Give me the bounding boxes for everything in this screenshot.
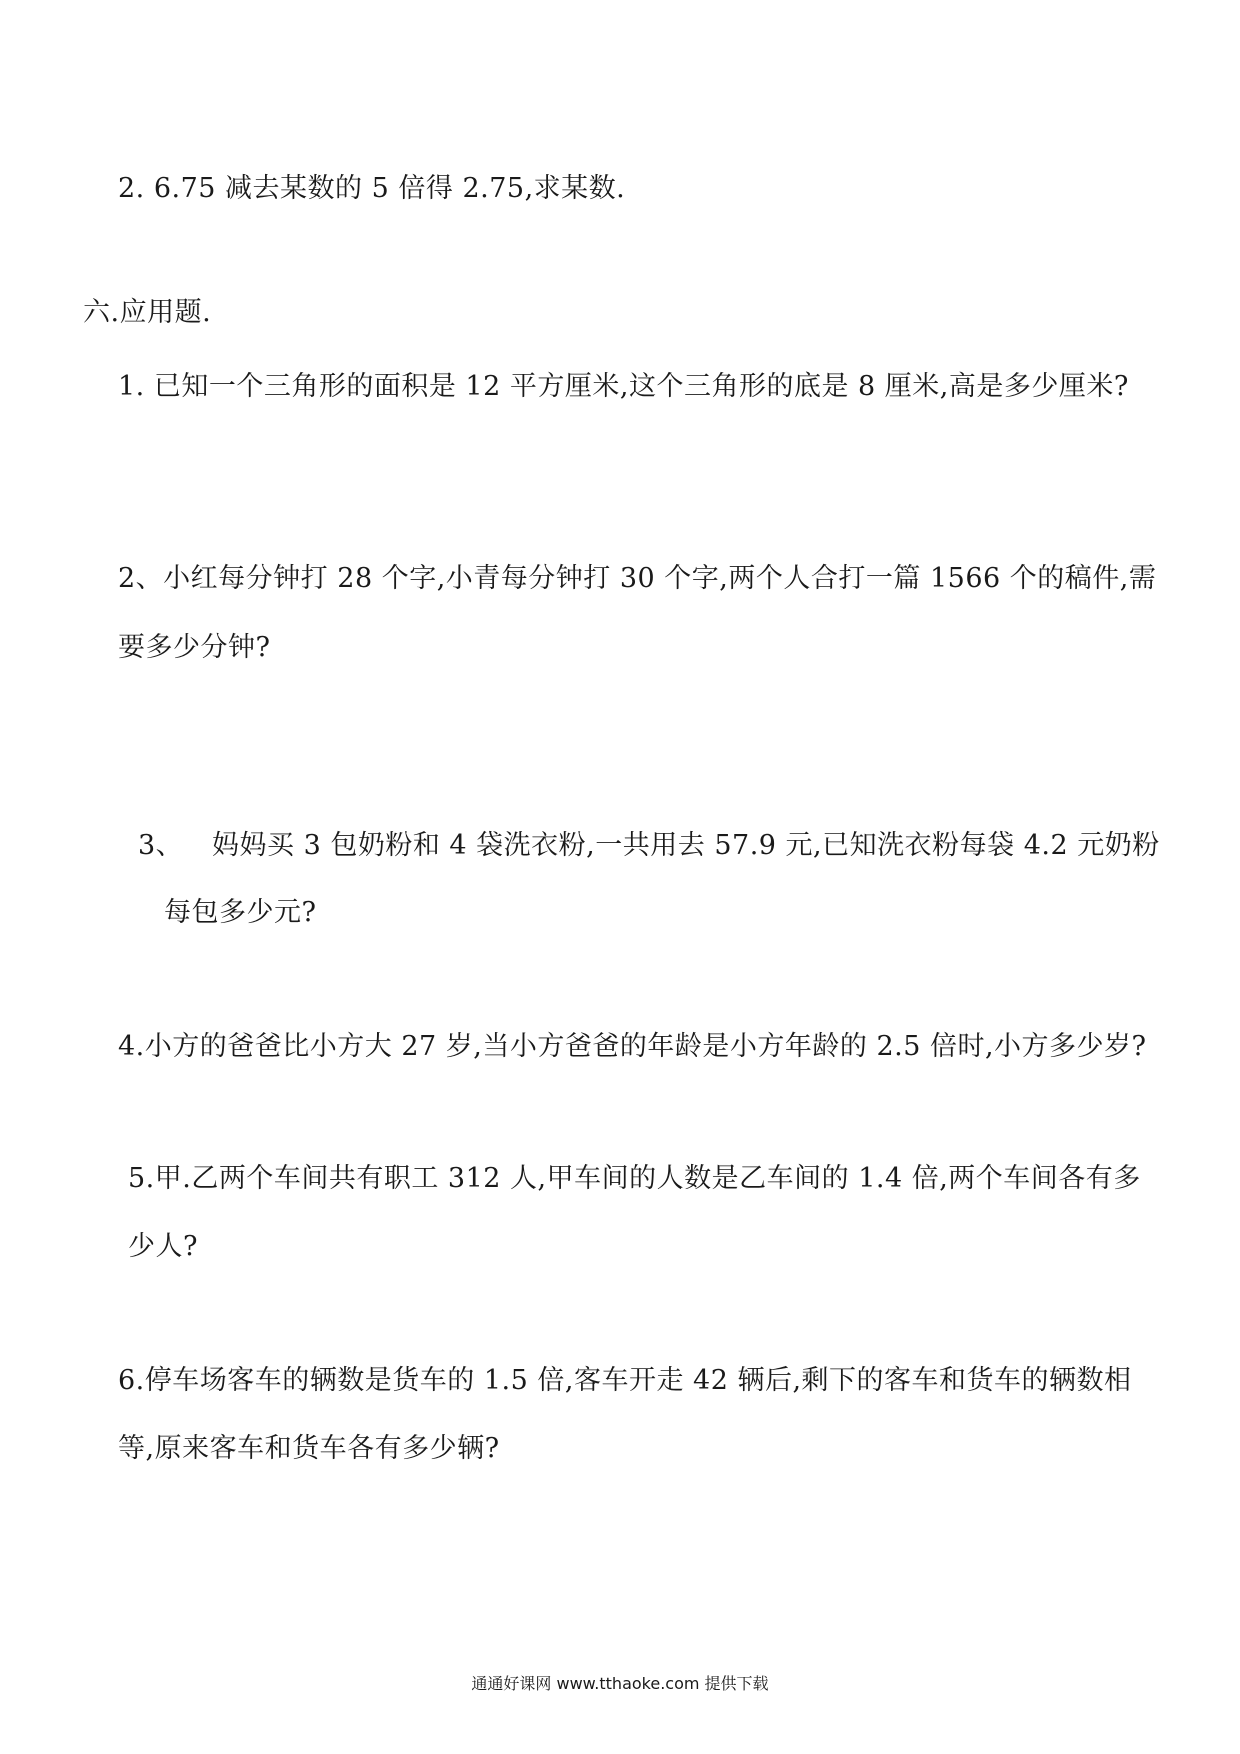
section-6-heading: 六.应用题. [83, 297, 212, 328]
question-6-2-line2: 要多少分钟? [118, 632, 271, 663]
question-5-2: 2. 6.75 减去某数的 5 倍得 2.75,求某数. [118, 173, 626, 204]
question-6-6-line1: 6.停车场客车的辆数是货车的 1.5 倍,客车开走 42 辆后,剩下的客车和货车的辆数相 [118, 1365, 1132, 1396]
page-footer: 通通好课网 www.tthaoke.com 提供下载 [471, 1674, 769, 1693]
question-6-5-line1: 5.甲.乙两个车间共有职工 312 人,甲车间的人数是乙车间的 1.4 倍,两个车间各有多 [128, 1163, 1141, 1194]
question-6-4: 4.小方的爸爸比小方大 27 岁,当小方爸爸的年龄是小方年龄的 2.5 倍时,小方多少岁? [118, 1031, 1147, 1062]
question-6-5-line2: 少人? [128, 1231, 198, 1262]
question-6-2-line1: 2、小红每分钟打 28 个字,小青每分钟打 30 个字,两个人合打一篇 1566 个的稿件,需 [118, 563, 1157, 594]
question-6-3-line1: 妈妈买 3 包奶粉和 4 袋洗衣粉,一共用去 57.9 元,已知洗衣粉每袋 4.2 元奶粉 [212, 830, 1160, 861]
question-6-6-line2: 等,原来客车和货车各有多少辆? [118, 1433, 500, 1464]
question-6-3-line2: 每包多少元? [164, 897, 317, 928]
question-6-3-number: 3、 [138, 830, 184, 861]
question-6-1: 1. 已知一个三角形的面积是 12 平方厘米,这个三角形的底是 8 厘米,高是多少厘米? [118, 371, 1129, 402]
